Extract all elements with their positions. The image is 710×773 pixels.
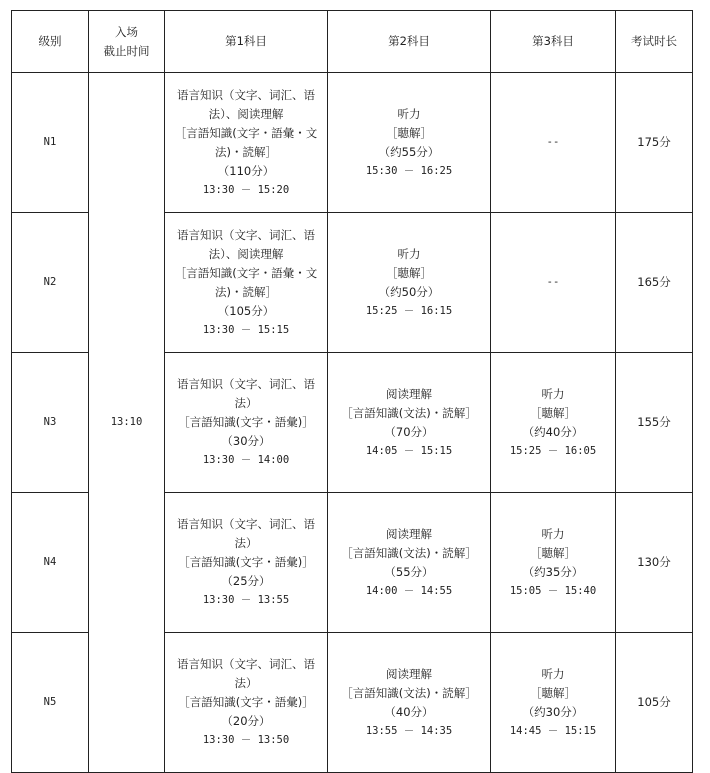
subject3-cell — [491, 73, 616, 213]
subject-line: 法）、阅读理解 — [208, 106, 284, 121]
subject-line: ［聴解］ — [530, 545, 576, 560]
subject-line: 听力 — [541, 666, 565, 681]
subject-line: 语言知识（文字、词汇、语 — [177, 377, 315, 391]
subject2-cell — [328, 633, 491, 773]
subject-line: 13:30 － 13:50 — [202, 734, 290, 746]
subject3-cell — [491, 213, 616, 353]
header-entry-line2: 截止时间 — [103, 43, 150, 58]
subject-line: 13:30 － 14:00 — [202, 454, 290, 466]
subject-line: （约40分） — [522, 424, 584, 439]
subject-line: ［聴解］ — [386, 265, 432, 280]
header-subject3: 第3科目 — [491, 11, 616, 73]
subject-line: ［言語知識(文法)・読解］ — [341, 405, 477, 420]
subject-line: 法)・読解］ — [215, 284, 277, 299]
subject2-cell — [328, 493, 491, 633]
subject2-cell — [328, 213, 491, 353]
schedule-table — [11, 10, 693, 773]
subject-line: （20分） — [221, 714, 271, 728]
level-cell: N4 — [12, 493, 89, 633]
subject-line: 法)・読解］ — [215, 144, 277, 159]
subject1-cell — [165, 353, 328, 493]
subject1-cell — [165, 633, 328, 773]
subject-line: 15:05 － 15:40 — [509, 584, 597, 597]
subject2-cell — [328, 73, 491, 213]
level-cell: N2 — [12, 213, 89, 353]
subject-line: （约30分） — [522, 704, 584, 719]
header-duration: 考试时长 — [616, 11, 693, 73]
subject-line: 阅读理解 — [386, 386, 432, 401]
subject-line: 听力 — [541, 526, 565, 541]
subject-line: （约55分） — [378, 144, 440, 159]
subject-line: 13:30 － 13:55 — [202, 594, 290, 606]
duration-cell: 165分 — [616, 213, 693, 353]
subject-line: 13:55 － 14:35 — [365, 724, 453, 737]
subject-line: （25分） — [221, 574, 271, 588]
duration-cell: 130分 — [616, 493, 693, 633]
header-entry-line1: 入场 — [115, 24, 138, 39]
subject-line: 法） — [234, 396, 258, 410]
subject-line: ［言語知識(文字・語彙)］ — [178, 415, 314, 429]
subject-line: 14:05 － 15:15 — [365, 444, 453, 457]
subject-line: ［聴解］ — [530, 405, 576, 420]
subject-line: 语言知识（文字、词汇、语 — [177, 657, 315, 671]
header-level: 级别 — [12, 11, 89, 73]
subject-line: 15:30 － 16:25 — [365, 164, 453, 177]
subject-line: ［言語知識(文字・語彙・文 — [174, 125, 318, 140]
subject-line: 13:30 － 15:20 — [202, 183, 290, 196]
subject-line: （55分） — [384, 564, 434, 579]
subject-line: 阅读理解 — [386, 526, 432, 541]
header-subject2: 第2科目 — [328, 11, 491, 73]
subject-line: 法） — [234, 676, 258, 690]
entry-deadline-cell: 13:10 — [89, 73, 165, 773]
subject-line: 听力 — [541, 386, 565, 401]
subject-line: （约50分） — [378, 284, 440, 299]
level-cell: N5 — [12, 633, 89, 773]
subject-line: 13:30 － 15:15 — [202, 323, 290, 336]
subject-line: （40分） — [384, 704, 434, 719]
subject-line: ［言語知識(文字・語彙)］ — [178, 555, 314, 569]
table-row — [12, 73, 693, 213]
subject-line: 语言知识（文字、词汇、语 — [177, 87, 315, 102]
subject-line: 语言知识（文字、词汇、语 — [177, 517, 315, 531]
subject-line: -- — [546, 276, 560, 288]
subject3-cell — [491, 493, 616, 633]
subject-line: 14:45 － 15:15 — [509, 724, 597, 737]
duration-cell: 155分 — [616, 353, 693, 493]
subject-line: -- — [546, 136, 560, 148]
header-entry-deadline — [89, 11, 165, 73]
subject-line: ［言語知識(文法)・読解］ — [341, 685, 477, 700]
subject-line: ［聴解］ — [386, 125, 432, 140]
subject-line: ［言語知識(文字・語彙)］ — [178, 695, 314, 709]
subject1-cell — [165, 213, 328, 353]
subject-line: 听力 — [397, 106, 421, 121]
subject3-cell — [491, 633, 616, 773]
level-cell: N1 — [12, 73, 89, 213]
duration-cell: 175分 — [616, 73, 693, 213]
exam-schedule — [11, 10, 693, 773]
subject-line: ［聴解］ — [530, 685, 576, 700]
subject-line: 法） — [234, 536, 258, 550]
subject-line: 15:25 － 16:15 — [365, 304, 453, 317]
subject1-cell — [165, 493, 328, 633]
level-cell: N3 — [12, 353, 89, 493]
subject-line: （105分） — [217, 303, 275, 318]
subject-line: 14:00 － 14:55 — [365, 584, 453, 597]
subject1-cell — [165, 73, 328, 213]
subject-line: 15:25 － 16:05 — [509, 444, 597, 457]
duration-cell: 105分 — [616, 633, 693, 773]
header-subject1: 第1科目 — [165, 11, 328, 73]
subject2-cell — [328, 353, 491, 493]
subject-line: 法）、阅读理解 — [208, 246, 284, 261]
subject-line: 阅读理解 — [386, 666, 432, 681]
subject3-cell — [491, 353, 616, 493]
subject-line: 听力 — [397, 246, 421, 261]
header-row — [12, 11, 693, 73]
subject-line: （约35分） — [522, 564, 584, 579]
subject-line: （30分） — [221, 434, 271, 448]
subject-line: ［言語知識(文法)・読解］ — [341, 545, 477, 560]
subject-line: （110分） — [217, 163, 275, 178]
subject-line: ［言語知識(文字・語彙・文 — [174, 265, 318, 280]
subject-line: 语言知识（文字、词汇、语 — [177, 227, 315, 242]
subject-line: （70分） — [384, 424, 434, 439]
